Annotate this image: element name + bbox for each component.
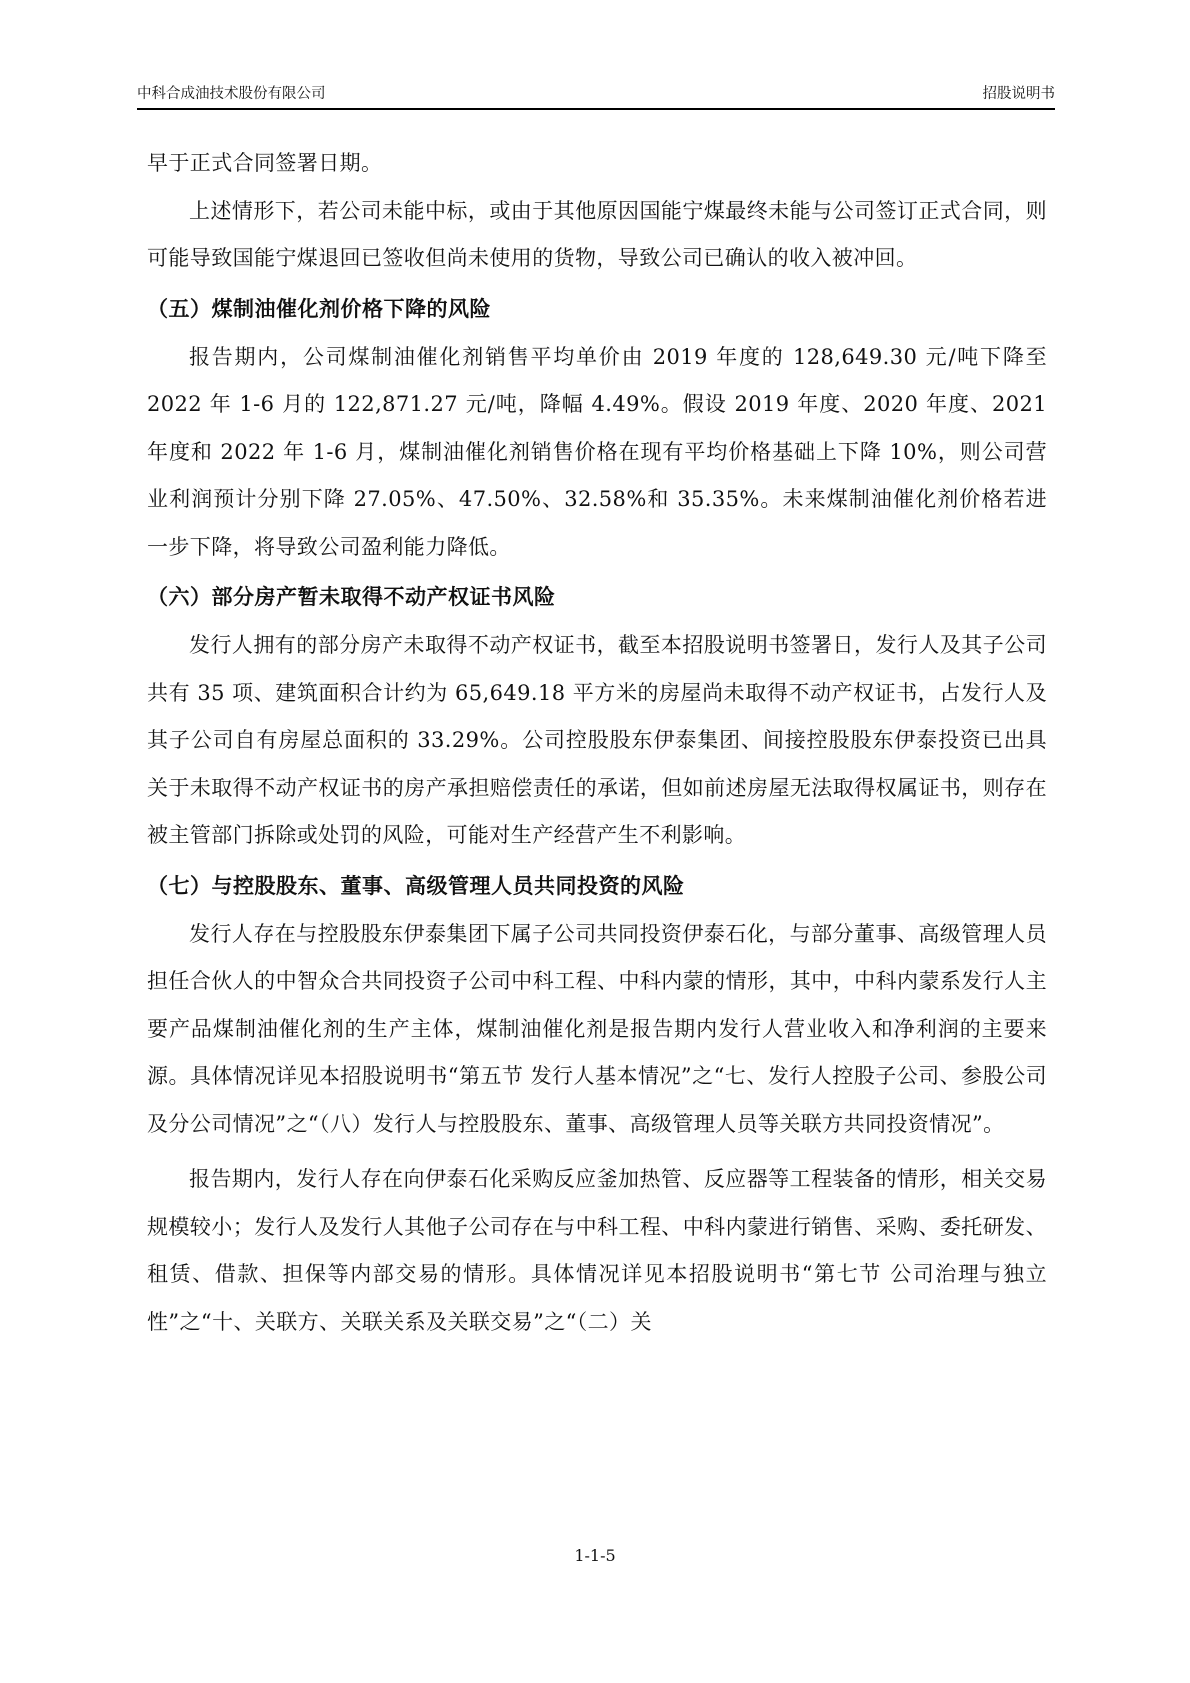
paragraph-catalyst-price: 报告期内，公司煤制油催化剂销售平均单价由 2019 年度的 128,649.30 元/吨下降至 2022 年 1-6 月的 122,871.27 元/吨，降幅 4.49%。假设 2019 年度、2020 年度、2021 年度和 2022 年 1-6 月，煤制油催化剂销售价格在现有平均价格基础上下降 10%，则公司营业利润预计分别下降 27.05%、47.50%、32.58%和 35.35%。未来煤制油催化剂价格若进一步下降，将导致公司盈利能力降低。 <box>147 344 1047 559</box>
paragraph-property-certificates: 发行人拥有的部分房产未取得不动产权证书，截至本招股说明书签署日，发行人及其子公司共有 35 项、建筑面积合计约为 65,649.18 平方米的房屋尚未取得不动产权证书，占发行人及其子公司自有房屋总面积的 33.29%。公司控股股东伊泰集团、间接控股股东伊泰投资已出具关于未取得不动产权证书的房产承担赔偿责任的承诺，但如前述房屋无法取得权属证书，则存在被主管部门拆除或处罚的风险，可能对生产经营产生不利影响。 <box>147 633 1047 847</box>
paragraph-joint-investment: 发行人存在与控股股东伊泰集团下属子公司共同投资伊泰石化，与部分董事、高级管理人员担任合伙人的中智众合共同投资子公司中科工程、中科内蒙的情形，其中，中科内蒙系发行人主要产品煤制油催化剂的生产主体，煤制油催化剂是报告期内发行人营业收入和净利润的主要来源。具体情况详见本招股说明书“第五节 发行人基本情况”之“七、发行人控股子公司、参股公司及分公司情况”之“（八）发行人与控股股东、董事、高级管理人员等关联方共同投资情况”。 <box>147 921 1047 1136</box>
header-document-type: 招股说明书 <box>982 86 1055 102</box>
paragraph-revenue-reversal-risk: 上述情形下，若公司未能中标，或由于其他原因国能宁煤最终未能与公司签订正式合同，则可能导致国能宁煤退回已签收但尚未使用的货物，导致公司已确认的收入被冲回。 <box>147 198 1047 270</box>
page-header <box>137 78 1055 110</box>
section-heading-6: （六）部分房产暂未取得不动产权证书风险 <box>147 585 556 609</box>
paragraph-continuation: 早于正式合同签署日期。 <box>147 151 383 175</box>
paragraph-related-transactions: 报告期内，发行人存在向伊泰石化采购反应釜加热管、反应器等工程装备的情形，相关交易规模较小；发行人及发行人其他子公司存在与中科工程、中科内蒙进行销售、采购、委托研发、租赁、借款、担保等内部交易的情形。具体情况详见本招股说明书“第七节 公司治理与独立性”之“十、关联方、关联关系及关联交易”之“（二）关 <box>147 1167 1047 1334</box>
section-heading-5: （五）煤制油催化剂价格下降的风险 <box>147 296 491 321</box>
page-number: 1-1-5 <box>574 1546 616 1565</box>
header-company-name: 中科合成油技术股份有限公司 <box>137 86 326 102</box>
document-body <box>147 140 1047 1346</box>
section-heading-7: （七）与控股股东、董事、高级管理人员共同投资的风险 <box>147 873 685 898</box>
